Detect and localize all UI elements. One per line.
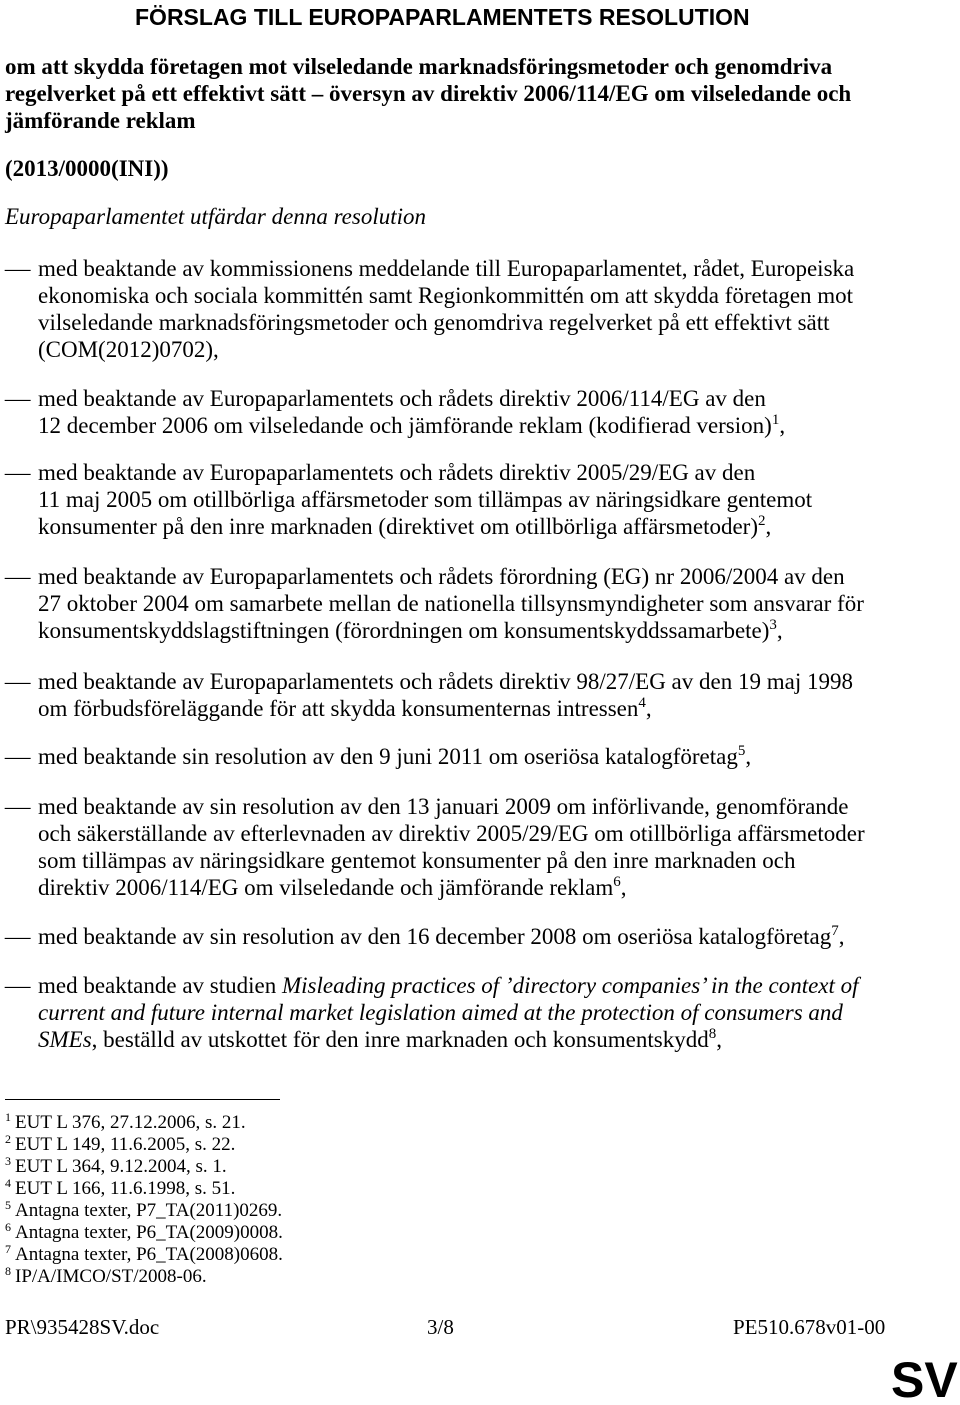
subject-line: regelverket på ett effektivt sätt – översyn av direktiv 2006/114/EG om vilseledande och [5, 81, 852, 106]
citation-line-text: med beaktande sin resolution av den 9 juni 2011 om oseriösa katalogföretag [38, 744, 738, 769]
citation-line: och säkerställande av efterlevnaden av direktiv 2005/29/EG om otillbörliga affärsmetoder [38, 821, 865, 846]
citation-tail: , [716, 1027, 722, 1052]
footnote-ref: 1 [771, 412, 780, 428]
footnote [5, 1178, 283, 1200]
resolution-intro: Europaparlamentet utfärdar denna resolution [5, 204, 427, 229]
citation-dash: – [5, 669, 31, 694]
citation-line: vilseledande marknadsföringsmetoder och genomdriva regelverket på ett effektivt sätt [38, 310, 830, 335]
footnote-ref: 3 [769, 617, 777, 633]
citation-line-text: 12 december 2006 om vilseledande och jämförande reklam (kodifierad version) [38, 413, 772, 438]
footnote-text: Antagna texter, P6_TA(2008)0608. [15, 1244, 283, 1265]
citation-body [38, 923, 845, 950]
citation-line: som tillämpas av näringsidkare gentemot konsumenter på den inre marknaden och [38, 848, 796, 873]
footnote-number: 8 [5, 1264, 11, 1278]
footnote-number: 7 [5, 1242, 11, 1256]
citation-line [38, 999, 859, 1026]
footnote [5, 1244, 283, 1266]
citation-tail: , [838, 924, 845, 949]
citation-line [38, 695, 853, 722]
footnote-text: Antagna texter, P6_TA(2009)0008. [15, 1222, 283, 1243]
footnote-number: 6 [5, 1220, 11, 1234]
citation-line: (COM(2012)0702), [38, 337, 219, 362]
citation-line: med beaktande av kommissionens meddelande till Europaparlamentet, rådet, Europeiska [38, 256, 855, 281]
citation-tail: , [776, 618, 783, 643]
citation-dash: – [5, 256, 31, 281]
citation-line [38, 513, 812, 540]
footnote-text: EUT L 149, 11.6.2005, s. 22. [15, 1134, 236, 1155]
footer-pe-reference: PE510.678v01-00 [733, 1315, 886, 1339]
page-title: FÖRSLAG TILL EUROPAPARLAMENTETS RESOLUTION [135, 4, 750, 30]
citation-body [38, 793, 865, 901]
footnote-number: 2 [5, 1132, 11, 1146]
citation-body [38, 563, 864, 644]
footnote [5, 1156, 283, 1178]
citation-line [38, 617, 864, 644]
footnote-text: EUT L 166, 11.6.1998, s. 51. [15, 1178, 236, 1199]
footnote-text: EUT L 376, 27.12.2006, s. 21. [15, 1112, 246, 1133]
footnote-number: 5 [5, 1198, 11, 1212]
language-tag: SV [891, 1352, 958, 1405]
footnotes [5, 1112, 283, 1288]
citation-body [38, 743, 751, 770]
citation-line-text: med beaktande av studien [38, 973, 282, 998]
citation-line: 11 maj 2005 om otillbörliga affärsmetoder som tillämpas av näringsidkare gentemot [38, 487, 813, 512]
citation-dash: – [5, 744, 31, 769]
citation-line [38, 972, 859, 999]
study-title-text: SMEs [38, 1027, 92, 1052]
resolution-subject [5, 53, 851, 134]
citation-line-text: konsumenter på den inre marknaden (direktivet om otillbörliga affärsmetoder) [38, 514, 758, 539]
footnote-number: 1 [5, 1110, 11, 1124]
citation-line-text: , beställd av utskottet för den inre marknaden och konsumentskydd [91, 1027, 709, 1052]
citation-tail: , [745, 744, 752, 769]
footnote [5, 1134, 283, 1156]
citation-line-text: direktiv 2006/114/EG om vilseledande och jämförande reklam [38, 875, 614, 900]
citation-line-text: om förbudsföreläggande för att skydda konsumenternas intressen [38, 696, 639, 721]
citation-line [38, 412, 785, 439]
footnote [5, 1200, 283, 1222]
footer-page-number: 3/8 [427, 1315, 454, 1339]
citation-dash: – [5, 973, 31, 998]
citation-line [38, 743, 751, 770]
citation-line [38, 923, 845, 950]
citation-tail: , [765, 514, 772, 539]
footnote [5, 1112, 283, 1134]
citation-dash: – [5, 564, 31, 589]
study-title-text: current and future internal market legislation aimed at the protection of consumers and [38, 1000, 843, 1025]
procedure-number: (2013/0000(INI)) [5, 156, 169, 181]
citation-line: 27 oktober 2004 om samarbete mellan de nationella tillsynsmyndigheter som ansvarar för [38, 591, 864, 616]
footer-document-reference: PR\935428SV.doc [5, 1315, 160, 1339]
footnote-text: IP/A/IMCO/ST/2008-06. [15, 1266, 207, 1287]
citation-line: med beaktande av Europaparlamentets och rådets direktiv 2006/114/EG av den [38, 386, 766, 411]
citation-tail: , [645, 696, 652, 721]
footnote-text: EUT L 364, 9.12.2004, s. 1. [15, 1156, 227, 1177]
citation-line: med beaktande av sin resolution av den 13 januari 2009 om införlivande, genomförande [38, 794, 849, 819]
footnote-separator [5, 1099, 280, 1100]
citation-body [38, 385, 785, 439]
citation-body [38, 668, 853, 722]
citation-line: med beaktande av Europaparlamentets och rådets förordning (EG) nr 2006/2004 av den [38, 564, 845, 589]
subject-line: om att skydda företagen mot vilseledande marknadsföringsmetoder och genomdriva [5, 54, 833, 79]
citation-body [38, 459, 812, 540]
footnote-ref: 4 [638, 695, 646, 711]
citation-line: med beaktande av Europaparlamentets och rådets direktiv 2005/29/EG av den [38, 460, 756, 485]
citation-line-text: med beaktande av sin resolution av den 16 december 2008 om oseriösa katalogföretag [38, 924, 832, 949]
footnote-text: Antagna texter, P7_TA(2011)0269. [15, 1200, 283, 1221]
footnote-ref: 7 [831, 923, 839, 939]
citation-body [38, 255, 854, 363]
citation-body [38, 972, 859, 1053]
subject-line: jämförande reklam [5, 108, 196, 133]
footnote-ref: 6 [613, 874, 621, 890]
footnote [5, 1222, 283, 1244]
citation-tail: , [620, 875, 627, 900]
citation-line: med beaktande av Europaparlamentets och rådets direktiv 98/27/EG av den 19 maj 1998 [38, 669, 853, 694]
citation-dash: – [5, 460, 31, 485]
citation-tail: , [779, 413, 786, 438]
citation-dash: – [5, 386, 31, 411]
footnote-ref: 2 [758, 513, 766, 529]
footnote-number: 4 [5, 1176, 11, 1190]
citation-line [38, 874, 865, 901]
study-title-text: Misleading practices of ’directory companies’ in the context of [281, 973, 859, 998]
citation-dash: – [5, 794, 31, 819]
citation-line-text: konsumentskyddslagstiftningen (förordningen om konsumentskyddssamarbete) [38, 618, 770, 643]
citation-line: ekonomiska och sociala kommittén samt Regionkommittén om att skydda företagen mot [38, 283, 854, 308]
citation-dash: – [5, 924, 31, 949]
footnote-ref: 5 [737, 743, 746, 759]
footnote-number: 3 [5, 1154, 11, 1168]
citation-line [38, 1026, 859, 1053]
footnote [5, 1266, 283, 1288]
footnote-ref: 8 [708, 1026, 717, 1042]
